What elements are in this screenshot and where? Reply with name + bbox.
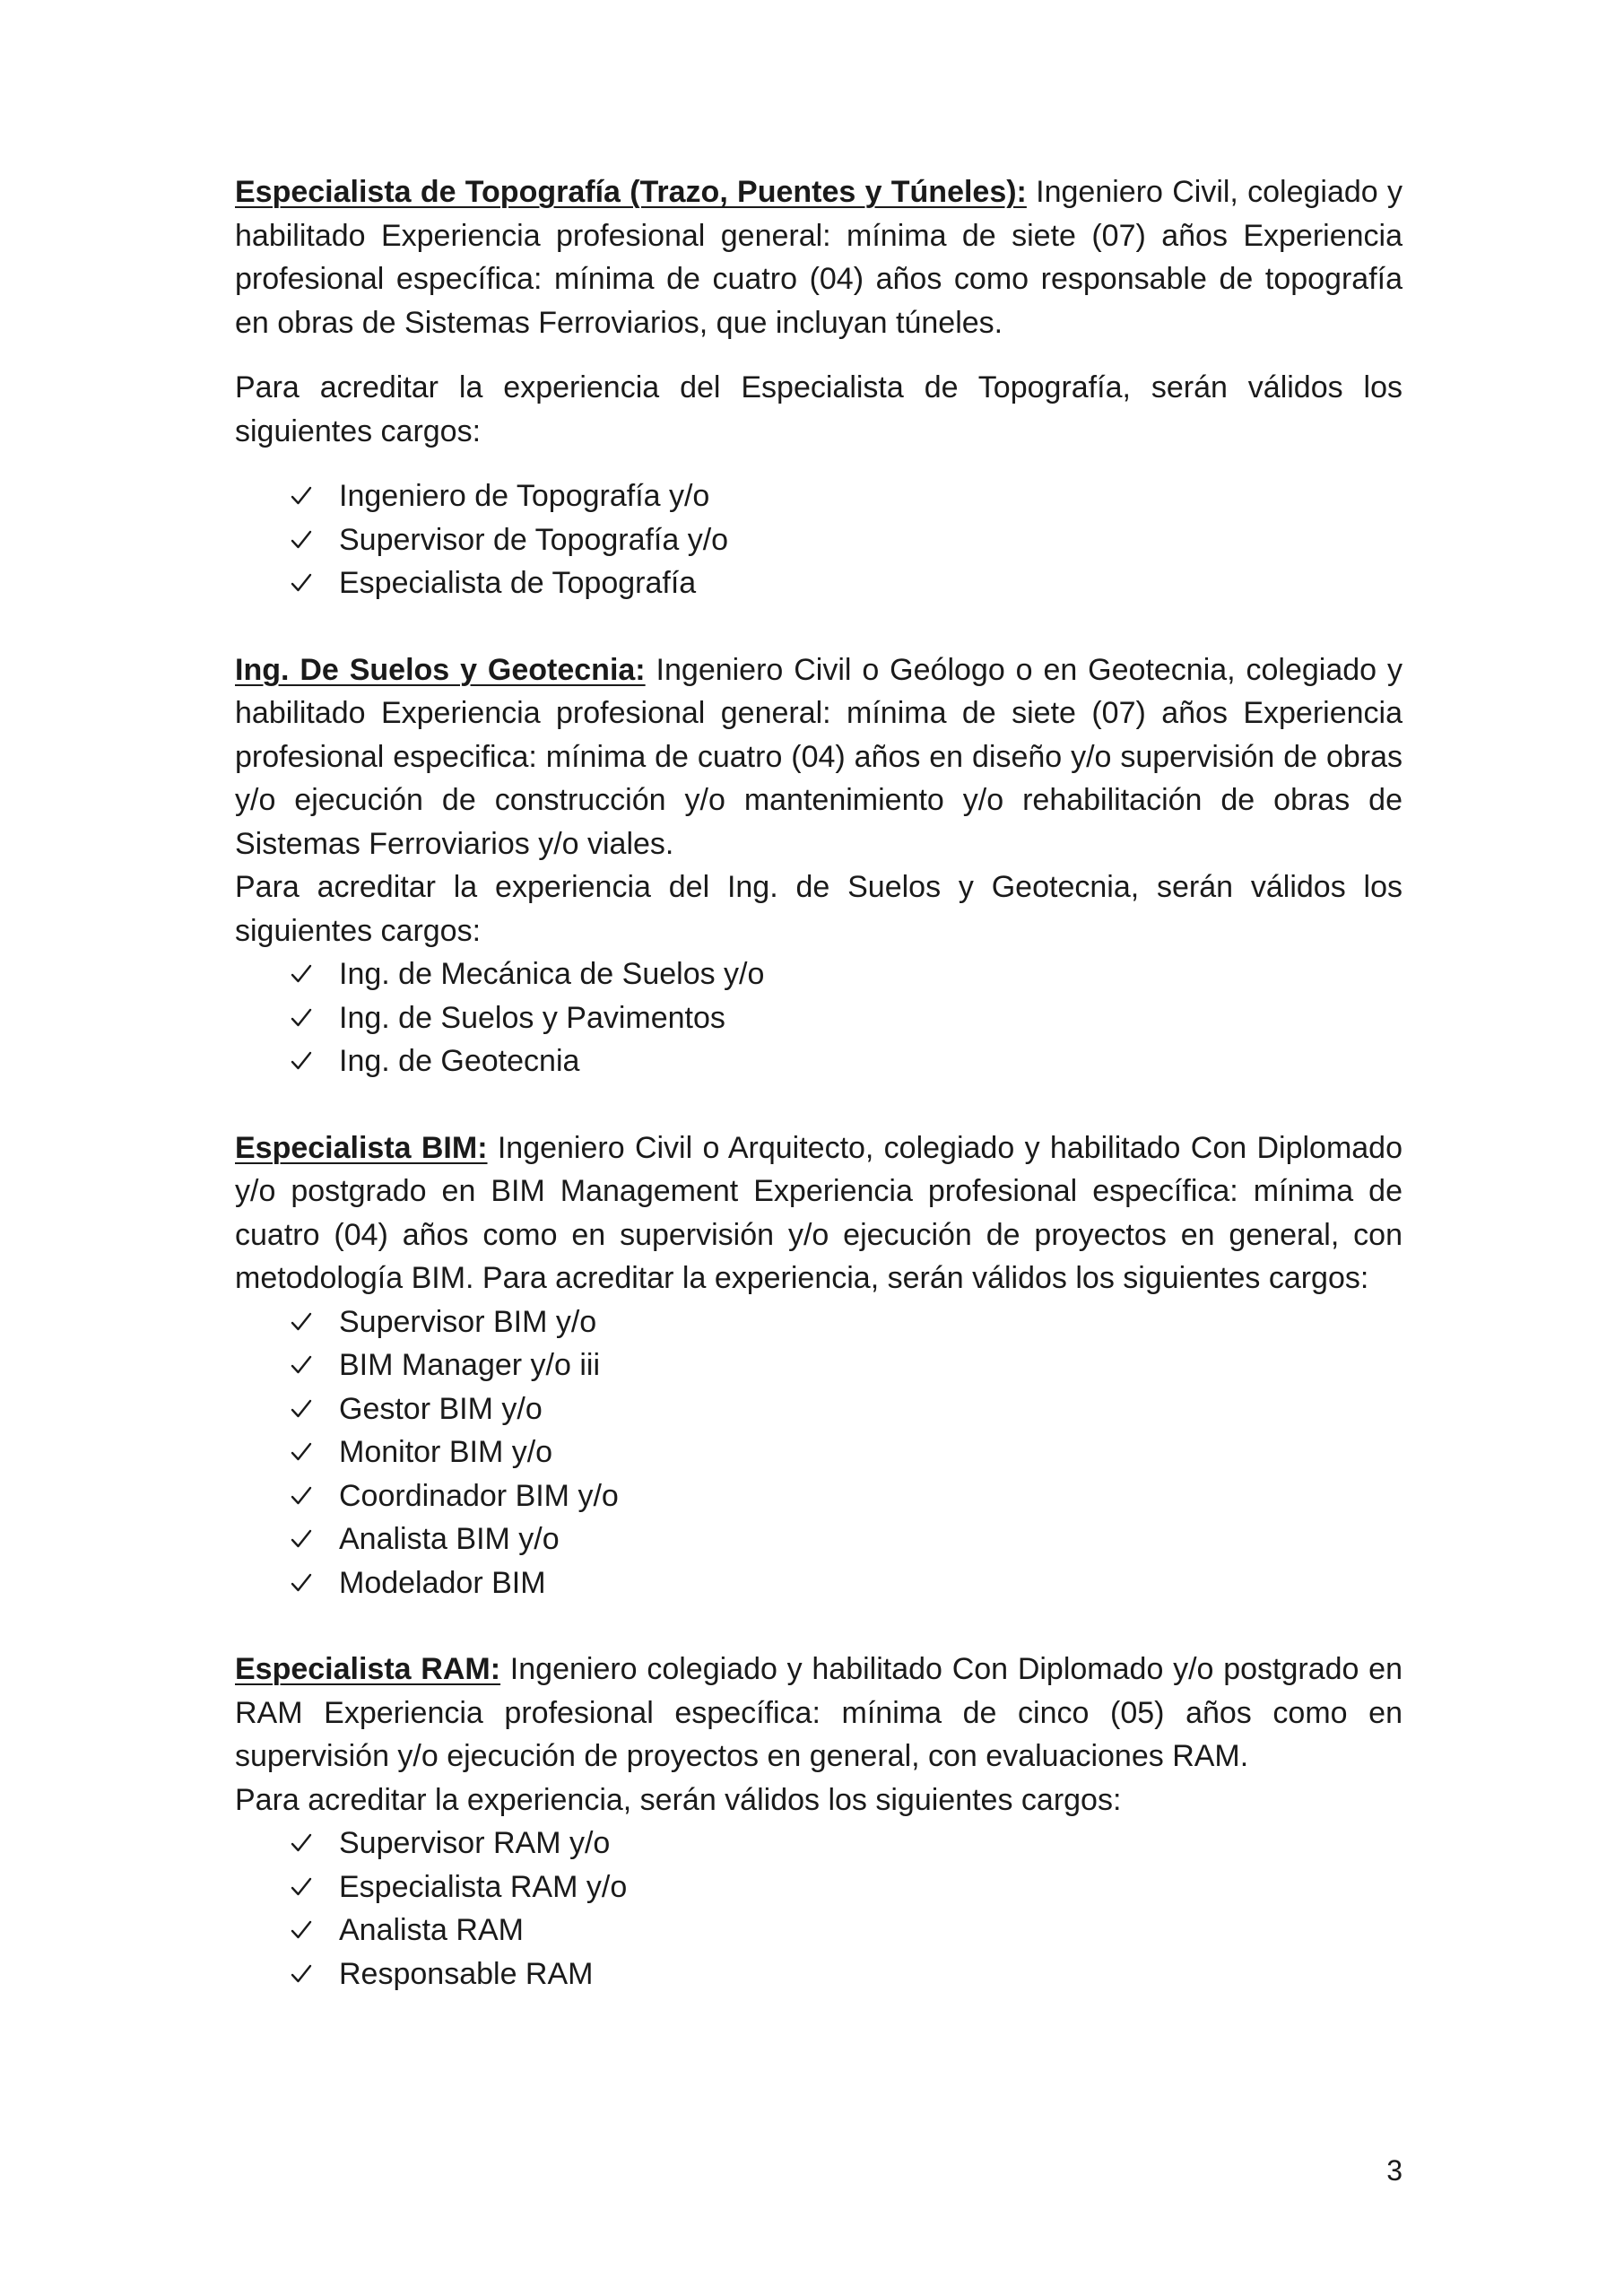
checkmark-icon [291,1561,321,1605]
checkmark-icon [291,1039,321,1083]
checkmark-icon [291,996,321,1039]
accreditation-text: Para acreditar la experiencia del Ing. de Suelos y Geotecnia, serán válidos los siguientes cargos: [235,870,1403,948]
section-suelos-geotecnia [235,648,1403,1083]
checkmark-icon [291,1431,321,1474]
checkmark-icon [291,561,321,604]
section-description-text: Ingeniero Civil, colegiado y habilitado Experiencia profesional general: mínima de siete (07) años Experiencia profesional específica: mínima de cuatro (04) años como responsable de topografía en obras de Sistemas Ferroviarios, que incluyan túneles. [235,175,1403,340]
section-description [235,648,1403,866]
list-item: Coordinador BIM y/o [291,1474,1403,1518]
accreditation-text: Para acreditar la experiencia del Especialista de Topografía, serán válidos los siguientes cargos: [235,370,1403,448]
section-topografia [235,170,1403,605]
checkmark-icon [291,518,321,561]
checkmark-icon [291,1822,321,1865]
list-item: Ingeniero de Topografía y/o [291,474,1403,518]
checkmark-icon [291,1518,321,1561]
document-page [235,170,1403,1996]
checkmark-icon [291,1474,321,1518]
list-item: Gestor BIM y/o [291,1387,1403,1431]
checkmark-icon [291,1387,321,1431]
checkmark-icon [291,1344,321,1387]
section-heading: Especialista RAM: [235,1652,501,1686]
section-description-text: Ingeniero Civil o Geólogo o en Geotecnia, colegiado y habilitado Experiencia profesional general: mínima de siete (07) años Experiencia profesional especifica: mínima de cuatro (04) años en diseño y/o supervisión de obras y/o ejecución de construcción y/o mantenimiento y/o rehabilitación de obras de Sistemas Ferroviarios y/o viales. [235,652,1403,861]
checkmark-icon [291,1909,321,1952]
checkmark-icon [291,952,321,996]
list-item: Especialista RAM y/o [291,1866,1403,1909]
section-bim [235,1126,1403,1605]
list-item: Modelador BIM [291,1561,1403,1605]
list-item: Analista RAM [291,1909,1403,1952]
list-item: Ing. de Mecánica de Suelos y/o [291,952,1403,996]
checkmark-icon [291,1300,321,1344]
list-item: Especialista de Topografía [291,561,1403,605]
positions-list [235,1300,1403,1605]
section-ram [235,1648,1403,1996]
positions-list [235,1822,1403,1996]
list-item: Supervisor RAM y/o [291,1822,1403,1866]
section-heading: Especialista BIM: [235,1130,488,1165]
list-item: BIM Manager y/o iii [291,1344,1403,1387]
checkmark-icon [291,1952,321,1996]
positions-list [235,952,1403,1083]
list-item: Monitor BIM y/o [291,1431,1403,1474]
section-heading: Especialista de Topografía (Trazo, Puentes y Túneles): [235,175,1027,209]
accreditation-text: Para acreditar la experiencia, serán válidos los siguientes cargos: [235,1782,1122,1817]
list-item: Ing. de Suelos y Pavimentos [291,996,1403,1040]
section-heading: Ing. De Suelos y Geotecnia: [235,652,646,687]
section-description [235,1648,1403,1779]
positions-list [235,474,1403,605]
list-item: Supervisor BIM y/o [291,1300,1403,1344]
page-number: 3 [1386,2154,1403,2187]
section-description [235,170,1403,344]
section-description-text: Ingeniero Civil o Arquitecto, colegiado y habilitado Con Diplomado y/o postgrado en BIM Management Experiencia profesional específica: mínima de cuatro (04) años como en supervisión y/o ejecución de proyectos en general, con metodología BIM. Para acreditar la experiencia, serán válidos los siguientes cargos: [235,1130,1403,1295]
checkmark-icon [291,474,321,517]
section-description [235,1126,1403,1300]
list-item: Analista BIM y/o [291,1518,1403,1561]
checkmark-icon [291,1866,321,1909]
list-item: Responsable RAM [291,1952,1403,1996]
list-item: Supervisor de Topografía y/o [291,518,1403,562]
section-description-text: Ingeniero colegiado y habilitado Con Diplomado y/o postgrado en RAM Experiencia profesional específica: mínima de cinco (05) años como en supervisión y/o ejecución de proyectos en general, con evaluaciones RAM. [235,1652,1403,1773]
list-item: Ing. de Geotecnia [291,1039,1403,1083]
